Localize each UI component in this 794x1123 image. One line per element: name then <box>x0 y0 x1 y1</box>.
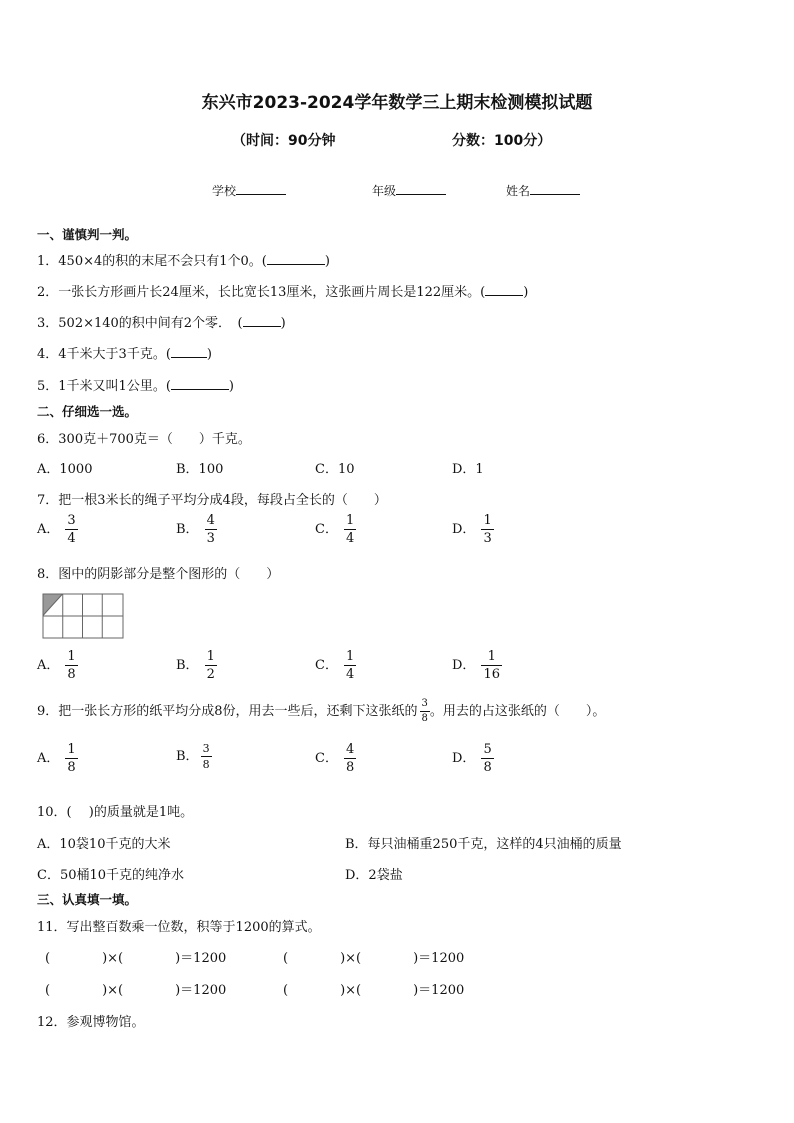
fraction: $\frac{1}{3}$ <box>483 513 492 546</box>
q6-option-a: A．1000 <box>37 462 93 477</box>
q6-option-b: B．100 <box>176 462 224 477</box>
q9-option-a: A． $\frac{1}{8}$ <box>37 742 76 775</box>
q11-equation-3: ( )×( )＝1200 <box>45 983 227 998</box>
q7-option-b: B． $\frac{4}{3}$ <box>176 513 215 546</box>
q11-equation-4: ( )×( )＝1200 <box>283 983 465 998</box>
grade-label: 年级 <box>372 184 397 198</box>
q10-option-d: D．2袋盐 <box>345 868 403 883</box>
question-8: 8．图中的阴影部分是整个图形的（ ） <box>37 567 280 582</box>
question-12: 12．参观博物馆。 <box>37 1015 145 1030</box>
question-5: 5．1千米又叫1公里。( ) <box>37 379 234 394</box>
q8-option-d: D． $\frac{1}{16}$ <box>452 649 500 682</box>
fraction: $\frac{3}{8}$ <box>202 742 210 771</box>
grade-field <box>372 182 446 199</box>
fraction: $\frac{4}{8}$ <box>345 742 355 775</box>
fraction: $\frac{1}{8}$ <box>67 742 76 775</box>
q10-option-a: A．10袋10千克的大米 <box>37 837 171 852</box>
question-1: 1．450×4的积的末尾不会只有1个0。( ) <box>37 254 330 269</box>
question-2: 2．一张长方形画片长24厘米，长比宽长13厘米，这张画片周长是122厘米。( ) <box>37 285 529 300</box>
fraction: $\frac{3}{8}$ <box>421 698 428 724</box>
fraction: $\frac{3}{4}$ <box>67 513 76 546</box>
question-7: 7．把一根3米长的绳子平均分成4段，每段占全长的（ ） <box>37 493 387 508</box>
section-2-heading: 二、仔细选一选。 <box>37 404 138 419</box>
fraction: $\frac{1}{8}$ <box>67 649 76 682</box>
answer-blank <box>243 314 281 327</box>
answer-blank <box>485 283 523 296</box>
fraction: $\frac{1}{4}$ <box>345 649 355 682</box>
q9-option-b: B． $\frac{3}{8}$ <box>176 742 210 771</box>
question-3: 3．502×140的积中间有2个零． ( ) <box>37 316 286 331</box>
answer-blank <box>171 377 229 390</box>
q11-equation-2: ( )×( )＝1200 <box>283 951 465 966</box>
fraction: $\frac{1}{4}$ <box>345 513 355 546</box>
q10-option-b: B．每只油桶重250千克，这样的4只油桶的质量 <box>345 837 622 852</box>
q9-option-d: D． $\frac{5}{8}$ <box>452 742 492 775</box>
q9-option-c: C． $\frac{4}{8}$ <box>315 742 355 775</box>
q6-option-c: C．10 <box>315 462 355 477</box>
time-info: （时间：90分钟 <box>232 133 336 149</box>
q6-option-d: D．1 <box>452 462 484 477</box>
name-field <box>506 182 580 199</box>
school-label: 学校 <box>212 184 237 198</box>
q11-equation-1: ( )×( )＝1200 <box>45 951 227 966</box>
fraction: $\frac{1}{2}$ <box>206 649 215 682</box>
q7-option-a: A． $\frac{3}{4}$ <box>37 513 76 546</box>
score-info: 分数：100分） <box>452 133 552 149</box>
question-11: 11．写出整百数乘一位数，积等于1200的算式。 <box>37 920 321 935</box>
q10-option-c: C．50桶10千克的纯净水 <box>37 868 185 883</box>
answer-blank <box>171 345 207 358</box>
q7-option-c: C． $\frac{1}{4}$ <box>315 513 355 546</box>
section-1-heading: 一、谨慎判一判。 <box>37 227 138 242</box>
grade-blank <box>396 182 446 195</box>
q8-option-b: B． $\frac{1}{2}$ <box>176 649 215 682</box>
question-4: 4．4千米大于3千克。( ) <box>37 347 212 362</box>
school-field <box>212 182 286 199</box>
question-9: 9．把一张长方形的纸平均分成8份，用去一些后，还剩下这张纸的 $\frac{3}{8}$ 。用去的占这张纸的（ ）。 <box>37 698 606 724</box>
name-label: 姓名 <box>506 184 531 198</box>
fraction: $\frac{4}{3}$ <box>206 513 215 546</box>
page-title: 东兴市2023-2024学年数学三上期末检测模拟试题 <box>201 93 593 113</box>
q7-option-d: D． $\frac{1}{3}$ <box>452 513 492 546</box>
q8-grid-figure <box>42 593 124 639</box>
q8-option-c: C． $\frac{1}{4}$ <box>315 649 355 682</box>
question-6: 6．300克＋700克＝（ ）千克。 <box>37 432 251 447</box>
name-blank <box>530 182 580 195</box>
question-10: 10．( )的质量就是1吨。 <box>37 805 194 820</box>
q8-option-a: A． $\frac{1}{8}$ <box>37 649 76 682</box>
fraction: $\frac{5}{8}$ <box>483 742 492 775</box>
answer-blank <box>267 252 325 265</box>
fraction: $\frac{1}{16}$ <box>483 649 500 682</box>
school-blank <box>236 182 286 195</box>
section-3-heading: 三、认真填一填。 <box>37 892 138 907</box>
